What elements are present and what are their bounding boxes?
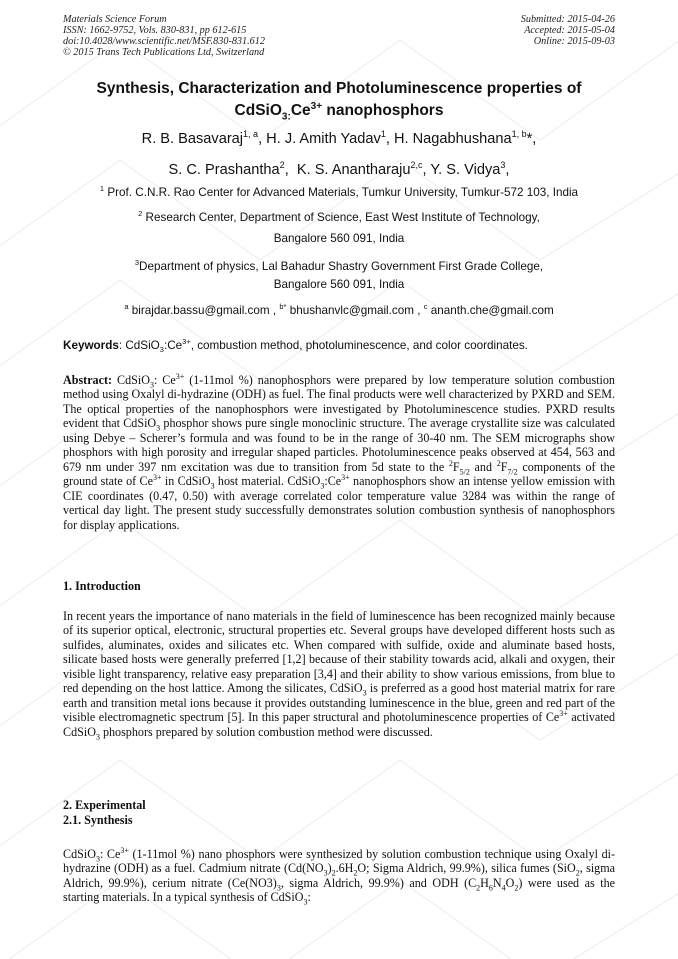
abstract-label: Abstract:: [63, 373, 113, 387]
affiliation-3: $^3$Department of physics, Lal Bahadur Shastry Government First Grade College,: [134, 258, 544, 273]
accepted-date: Accepted: 2015-05-04: [524, 25, 615, 36]
author-name: K. S. Anantharaju: [296, 161, 411, 178]
keywords: Keywords: $CdSiO_3:Ce^{3+}$, combustion method, photoluminescence, and color coordinates.: [63, 337, 528, 355]
affiliation-3-city: Bangalore 560 091, India: [273, 278, 405, 291]
author-name: H. Nagabhushana: [393, 130, 512, 147]
keywords-label: Keywords: [63, 338, 119, 352]
author-name: R. B. Basavaraj: [141, 130, 244, 147]
issn-line: ISSN: 1662-9752, Vols. 830-831, pp 612-615: [63, 25, 247, 36]
synthesis-paragraph: CdSiO$_3$: $Ce^{3+}$ (1-11mol %) nano phosphors were synthesized by solution combustion technique using Oxalyl di-hydrazine (ODH) as a fuel. Cadmium nitrate ($Cd(NO_3)_2.6H_2O$; Sigma Aldrich, 99.9%), silica fumes (SiO$_2$, sigma Aldrich, 99.9%), cerium nitrate ($Ce(NO3)_3$, sigma Aldrich, 99.9%) and ODH $(C_2H_6N_4O_2)$ were used as the starting materials. In a typical synthesis of CdSiO$_3$:: [63, 845, 615, 907]
online-date: Online: 2015-09-03: [533, 36, 615, 47]
email-b: bhushanvlc@gmail.com ,: [286, 303, 424, 317]
introduction-paragraph: In recent years the importance of nano materials in the field of luminescence has been recognized mainly because of its superior optical, electronic, structural properties etc. Several groups have developed different hosts such as sulfides, aluminates, oxides and silicates etc. When compared with sulfide, oxide and aluminate based hosts, silicate based hosts were generally preferred [1,2] because of their stability towards acid, alkali and oxygen, their visible light transparency, relative easy preparation [3,4] and their ability to show various emissions, from blue to red depending on the host lattice. Among the silicates, CdSiO$_3$ is preferred as a good host material matrix for rare earth and transition metal ions because it provides outstanding luminescence in the blue, green and red part of the visible electromagnetic spectrum [5]. In this paper structural and photoluminescence properties of $Ce^{3+}$ activated CdSiO$_3$ phosphors prepared by solution combustion method were discussed.: [63, 609, 616, 742]
journal-name: Materials Science Forum: [63, 14, 167, 25]
email-a: birajdar.bassu@gmail.com ,: [128, 303, 280, 317]
abstract-paragraph: Abstract: CdSiO$_3$: $Ce^{3+}$ (1-11mol %) nanophosphors were prepared by low temperature solution combustion method using Oxalyl di-hydrazine (ODH) as fuel. The final products were well characterized by PXRD and SEM. The optical properties of the nanophosphors were investigated by Photoluminescence studies. PXRD results evident that CdSiO$_3$ phosphor shows pure single monoclinic structure. The average crystallite size was calculated using Debye – Scherer’s formula and was found to be in the range of 30-40 nm. The SEM micrographs show phosphors with high porosity and irregular shaped particles. Photoluminescence peaks observed at 454, 563 and 679 nm under 397 nm excitation was due to transition from 5d state to the $^2F_{5/2}$ and $^2F_{7/2}$ components of the ground state of $Ce^{3+}$ in CdSiO$_3$ host material. $CdSiO_3:Ce^{3+}$ nanophosphors show an intense yellow emission with CIE coordinates (0.47, 0.50) with average correlated color temperature value 3284 was within the range of vertical day light. The present study successfully demonstrates solution combustion synthesis of nanophosphors for display applications.: [63, 371, 616, 532]
copyright-line: © 2015 Trans Tech Publications Ltd, Switzerland: [63, 47, 265, 58]
doi-line: doi:10.4028/www.scientific.net/MSF.830-831.612: [63, 36, 265, 47]
header-right: [521, 14, 615, 47]
affiliation-1: $^1$ Prof. C.N.R. Rao Center for Advanced Materials, Tumkur University, Tumkur-572 103, India: [99, 184, 579, 199]
section-heading-experimental: 2. Experimental: [63, 798, 146, 812]
author-line-1: R. B. Basavaraj$^{1, a}$, H. J. Amith Yadav$^1$, H. Nagabhushana$^{1, b}$*,: [141, 129, 537, 147]
affiliation-2: $^2$ Research Center, Department of Science, East West Institute of Technology,: [138, 209, 540, 224]
author-name: Y. S. Vidya: [430, 161, 501, 178]
email-c: ananth.che@gmail.com: [427, 303, 554, 317]
affiliation-2-city: Bangalore 560 091, India: [273, 232, 405, 245]
paper-title: Synthesis, Characterization and Photoluminescence properties of $CdSiO_{3:}Ce^{3+}$ nanophosphors: [96, 80, 582, 123]
email-line: $^a$ birajdar.bassu@gmail.com , $^{b*}$ bhushanvlc@gmail.com , $^c$ ananth.che@gmail.com: [124, 302, 554, 317]
header-left: [63, 14, 265, 58]
author-name: S. C. Prashantha: [168, 161, 280, 178]
subsection-heading-synthesis: 2.1. Synthesis: [63, 813, 133, 827]
submitted-date: Submitted: 2015-04-26: [520, 14, 615, 25]
author-line-2: S. C. Prashantha$^2$, K. S. Anantharaju$^{2,c}$, Y. S. Vidya$^3$,: [168, 160, 510, 178]
author-name: H. J. Amith Yadav: [266, 130, 381, 147]
section-heading-introduction: 1. Introduction: [63, 579, 141, 593]
